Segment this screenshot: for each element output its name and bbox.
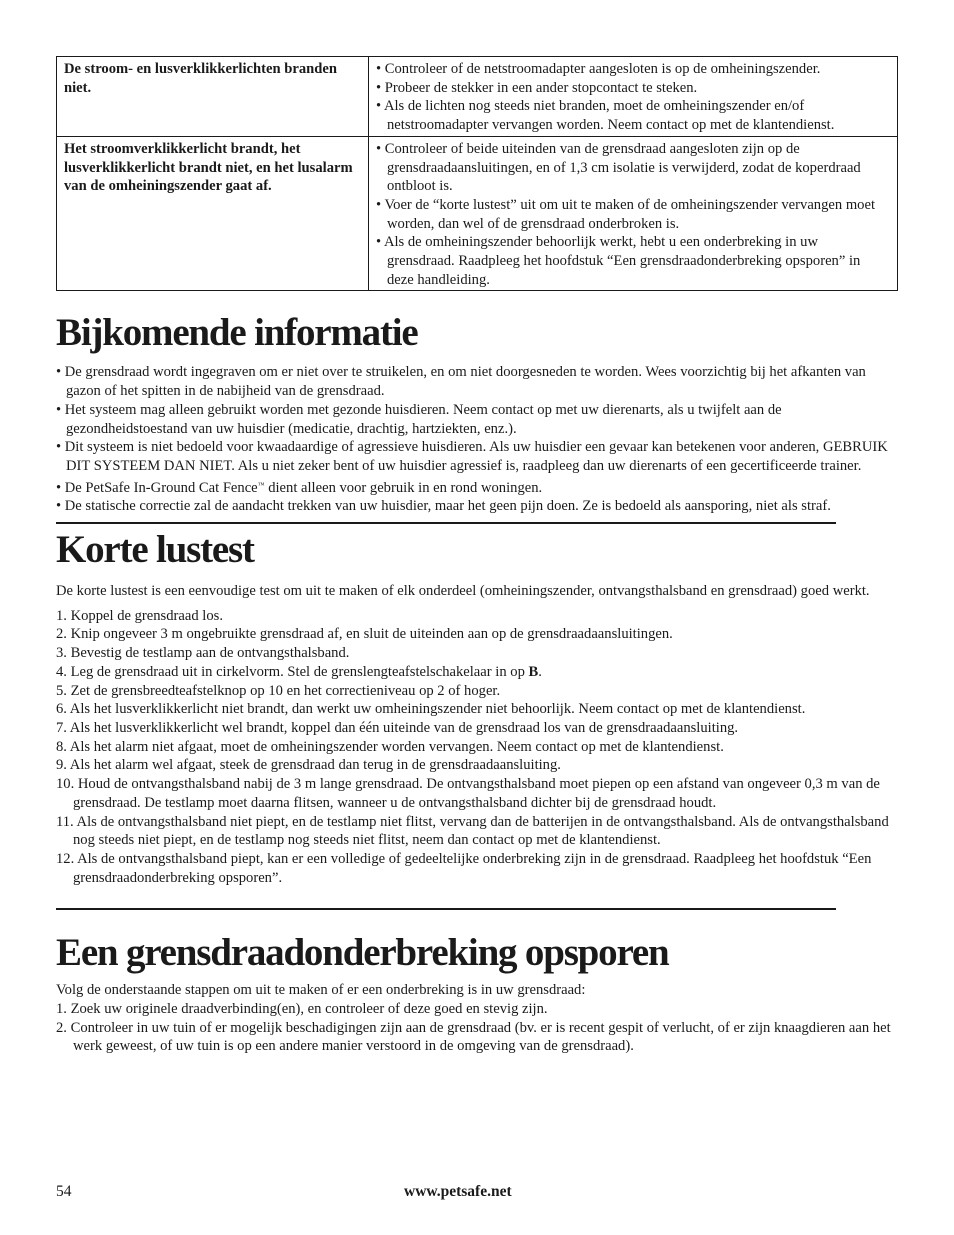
additional-info-list bbox=[56, 363, 898, 516]
list-item: 1. Zoek uw originele draadverbinding(en), en controleer of deze goed en stevig zijn. bbox=[56, 1001, 548, 1018]
solution-item: • Als de omheiningszender behoorlijk werkt, hebt u een onderbreking in uw grensdraad. Raadpleeg het hoofdstuk “Een grensdraadonderbreking opsporen” in deze handleiding. bbox=[376, 234, 861, 288]
manual-page bbox=[56, 56, 898, 1056]
problem-cell: Het stroomverklikkerlicht brandt, het lusverklikkerlicht brandt niet, en het lusalarm van de omheiningszender gaat af. bbox=[57, 136, 369, 291]
list-item: 8. Als het alarm niet afgaat, moet de omheiningszender worden vervangen. Neem contact op met de klantendienst. bbox=[56, 738, 724, 755]
problem-cell: De stroom- en lusverklikkerlichten branden niet. bbox=[57, 57, 369, 137]
list-item: 11. Als de ontvangsthalsband niet piept, en de testlamp niet flitst, vervang dan de batterijen in de ontvangsthalsband. Als de ontvangsthalsband nog steeds niet piept, en de testlamp nog steeds niet flitst, neem dan contact op met de klantendienst. bbox=[56, 813, 889, 849]
list-item bbox=[56, 476, 898, 498]
list-item: 2. Knip ongeveer 3 m ongebruikte grensdraad af, en sluit de uiteinden aan op de grensdraadaansluitingen. bbox=[56, 626, 673, 643]
list-item: 2. Controleer in uw tuin of er mogelijk beschadigingen zijn aan de grensdraad (bv. er is recent gespit of verlucht, of er zijn knaagdieren aan het werk geweest, of uw tuin is op een andere manier verstoord in de omgeving van de grensdraad). bbox=[56, 1019, 891, 1055]
list-item: • De grensdraad wordt ingegraven om er niet over te struikelen, en om niet doorgesneden te worden. Wees voorzichtig bij het afkanten van gazon of het spitten in de nabijheid van de grensdraad. bbox=[56, 364, 866, 400]
solution-cell bbox=[369, 136, 898, 291]
list-item: 5. Zet de grensbreedteafstelknop op 10 en het correctieniveau op 2 of hoger. bbox=[56, 682, 501, 699]
table-row bbox=[57, 136, 898, 291]
locate-break-steps-list bbox=[56, 1000, 898, 1056]
list-item: 1. Koppel de grensdraad los. bbox=[56, 607, 223, 624]
list-item: 7. Als het lusverklikkerlicht wel brandt, koppel dan één uiteinde van de grensdraad los van de grensdraadaansluiting. bbox=[56, 719, 739, 736]
section-intro: Volg de onderstaande stappen om uit te maken of er een onderbreking is in uw grensdraad: bbox=[56, 982, 586, 999]
list-item: • Het systeem mag alleen gebruikt worden met gezonde huisdieren. Neem contact op met uw dierenarts, als u twijfelt aan de gezondheidstoestand van uw huisdier (medicatie, drachtig, hartziekten, enz.). bbox=[56, 401, 782, 437]
solution-cell bbox=[369, 57, 898, 137]
list-item-text: • De PetSafe In-Ground Cat Fence bbox=[56, 479, 258, 496]
list-item: • Dit systeem is niet bedoeld voor kwaadaardige of agressieve huisdieren. Als uw huisdier een gevaar kan betekenen voor anderen, GEBRUIK DIT SYSTEEM DAN NIET. Als u niet zeker bent of uw huisdier agressief is, raadpleeg dan uw dierenarts of een gecertificeerde trainer. bbox=[56, 439, 888, 474]
section-intro: De korte lustest is een eenvoudige test om uit te maken of elk onderdeel (omheiningszender, ontvangsthalsband en grensdraad) goed werkt. bbox=[56, 583, 870, 600]
troubleshooting-table bbox=[56, 56, 898, 291]
page-number: 54 bbox=[56, 1183, 72, 1200]
list-item-text: 4. Leg de grensdraad uit in cirkelvorm. Stel de grenslengteafstelschakelaar in op bbox=[56, 663, 529, 680]
solution-item: • Probeer de stekker in een ander stopcontact te steken. bbox=[376, 79, 698, 96]
solution-item: • Als de lichten nog steeds niet branden, moet de omheiningszender en/of netstroomadapter vervangen worden. Neem contact op met de klantendienst. bbox=[376, 98, 835, 134]
list-item: 6. Als het lusverklikkerlicht niet brandt, dan werkt uw omheiningszender niet behoorlijk. Neem contact op met de klantendienst. bbox=[56, 701, 806, 718]
setting-value: B bbox=[528, 663, 539, 680]
section-title-korte-lustest: Korte lustest bbox=[56, 528, 254, 572]
list-item-text: . bbox=[538, 663, 542, 680]
list-item: 10. Houd de ontvangsthalsband nabij de 3 m lange grensdraad. De ontvangsthalsband moet piepen op een afstand van ongeveer 0,3 m van de grensdraad. De testlamp moet daarna flitsen, wanneer u de ontvangsthalsband dichter bij de grensdraad houdt. bbox=[56, 776, 880, 811]
list-item: 12. Als de ontvangsthalsband piept, kan er een volledige of gedeeltelijke onderbreking zijn in de grensdraad. Raadpleeg het hoofdstuk “Een grensdraadonderbreking opsporen”. bbox=[56, 850, 872, 886]
list-item: 9. Als het alarm wel afgaat, steek de grensdraad dan terug in de grensdraadaansluiting. bbox=[56, 757, 561, 774]
list-item bbox=[56, 663, 898, 682]
trademark-symbol: ™ bbox=[257, 480, 265, 489]
section-title-grensdraadonderbreking: Een grensdraadonderbreking opsporen bbox=[56, 931, 669, 975]
list-item: 3. Bevestig de testlamp aan de ontvangsthalsband. bbox=[56, 645, 350, 662]
section-title-bijkomende-informatie: Bijkomende informatie bbox=[56, 311, 418, 355]
test-steps-list bbox=[56, 607, 898, 888]
section-divider bbox=[56, 522, 836, 524]
website-url: www.petsafe.net bbox=[404, 1183, 512, 1200]
list-item: • De statische correctie zal de aandacht trekken van uw huisdier, maar het geen pijn doen. Ze is bedoeld als aansporing, niet als straf. bbox=[56, 498, 831, 515]
solution-item: • Controleer of de netstroomadapter aangesloten is op de omheiningszender. bbox=[376, 61, 821, 77]
solution-item: • Voer de “korte lustest” uit om uit te maken of de omheiningszender vervangen moet worden, dan wel of de grensdraad onderbroken is. bbox=[376, 196, 875, 232]
list-item-text: dient alleen voor gebruik in en rond woningen. bbox=[264, 479, 543, 496]
table-row bbox=[57, 57, 898, 137]
solution-item: • Controleer of beide uiteinden van de grensdraad aangesloten zijn op de grensdraadaansluitingen, en of 1,3 cm isolatie is verwijderd, zodat de koperdraad ontbloot is. bbox=[376, 140, 861, 195]
section-divider bbox=[56, 908, 836, 910]
